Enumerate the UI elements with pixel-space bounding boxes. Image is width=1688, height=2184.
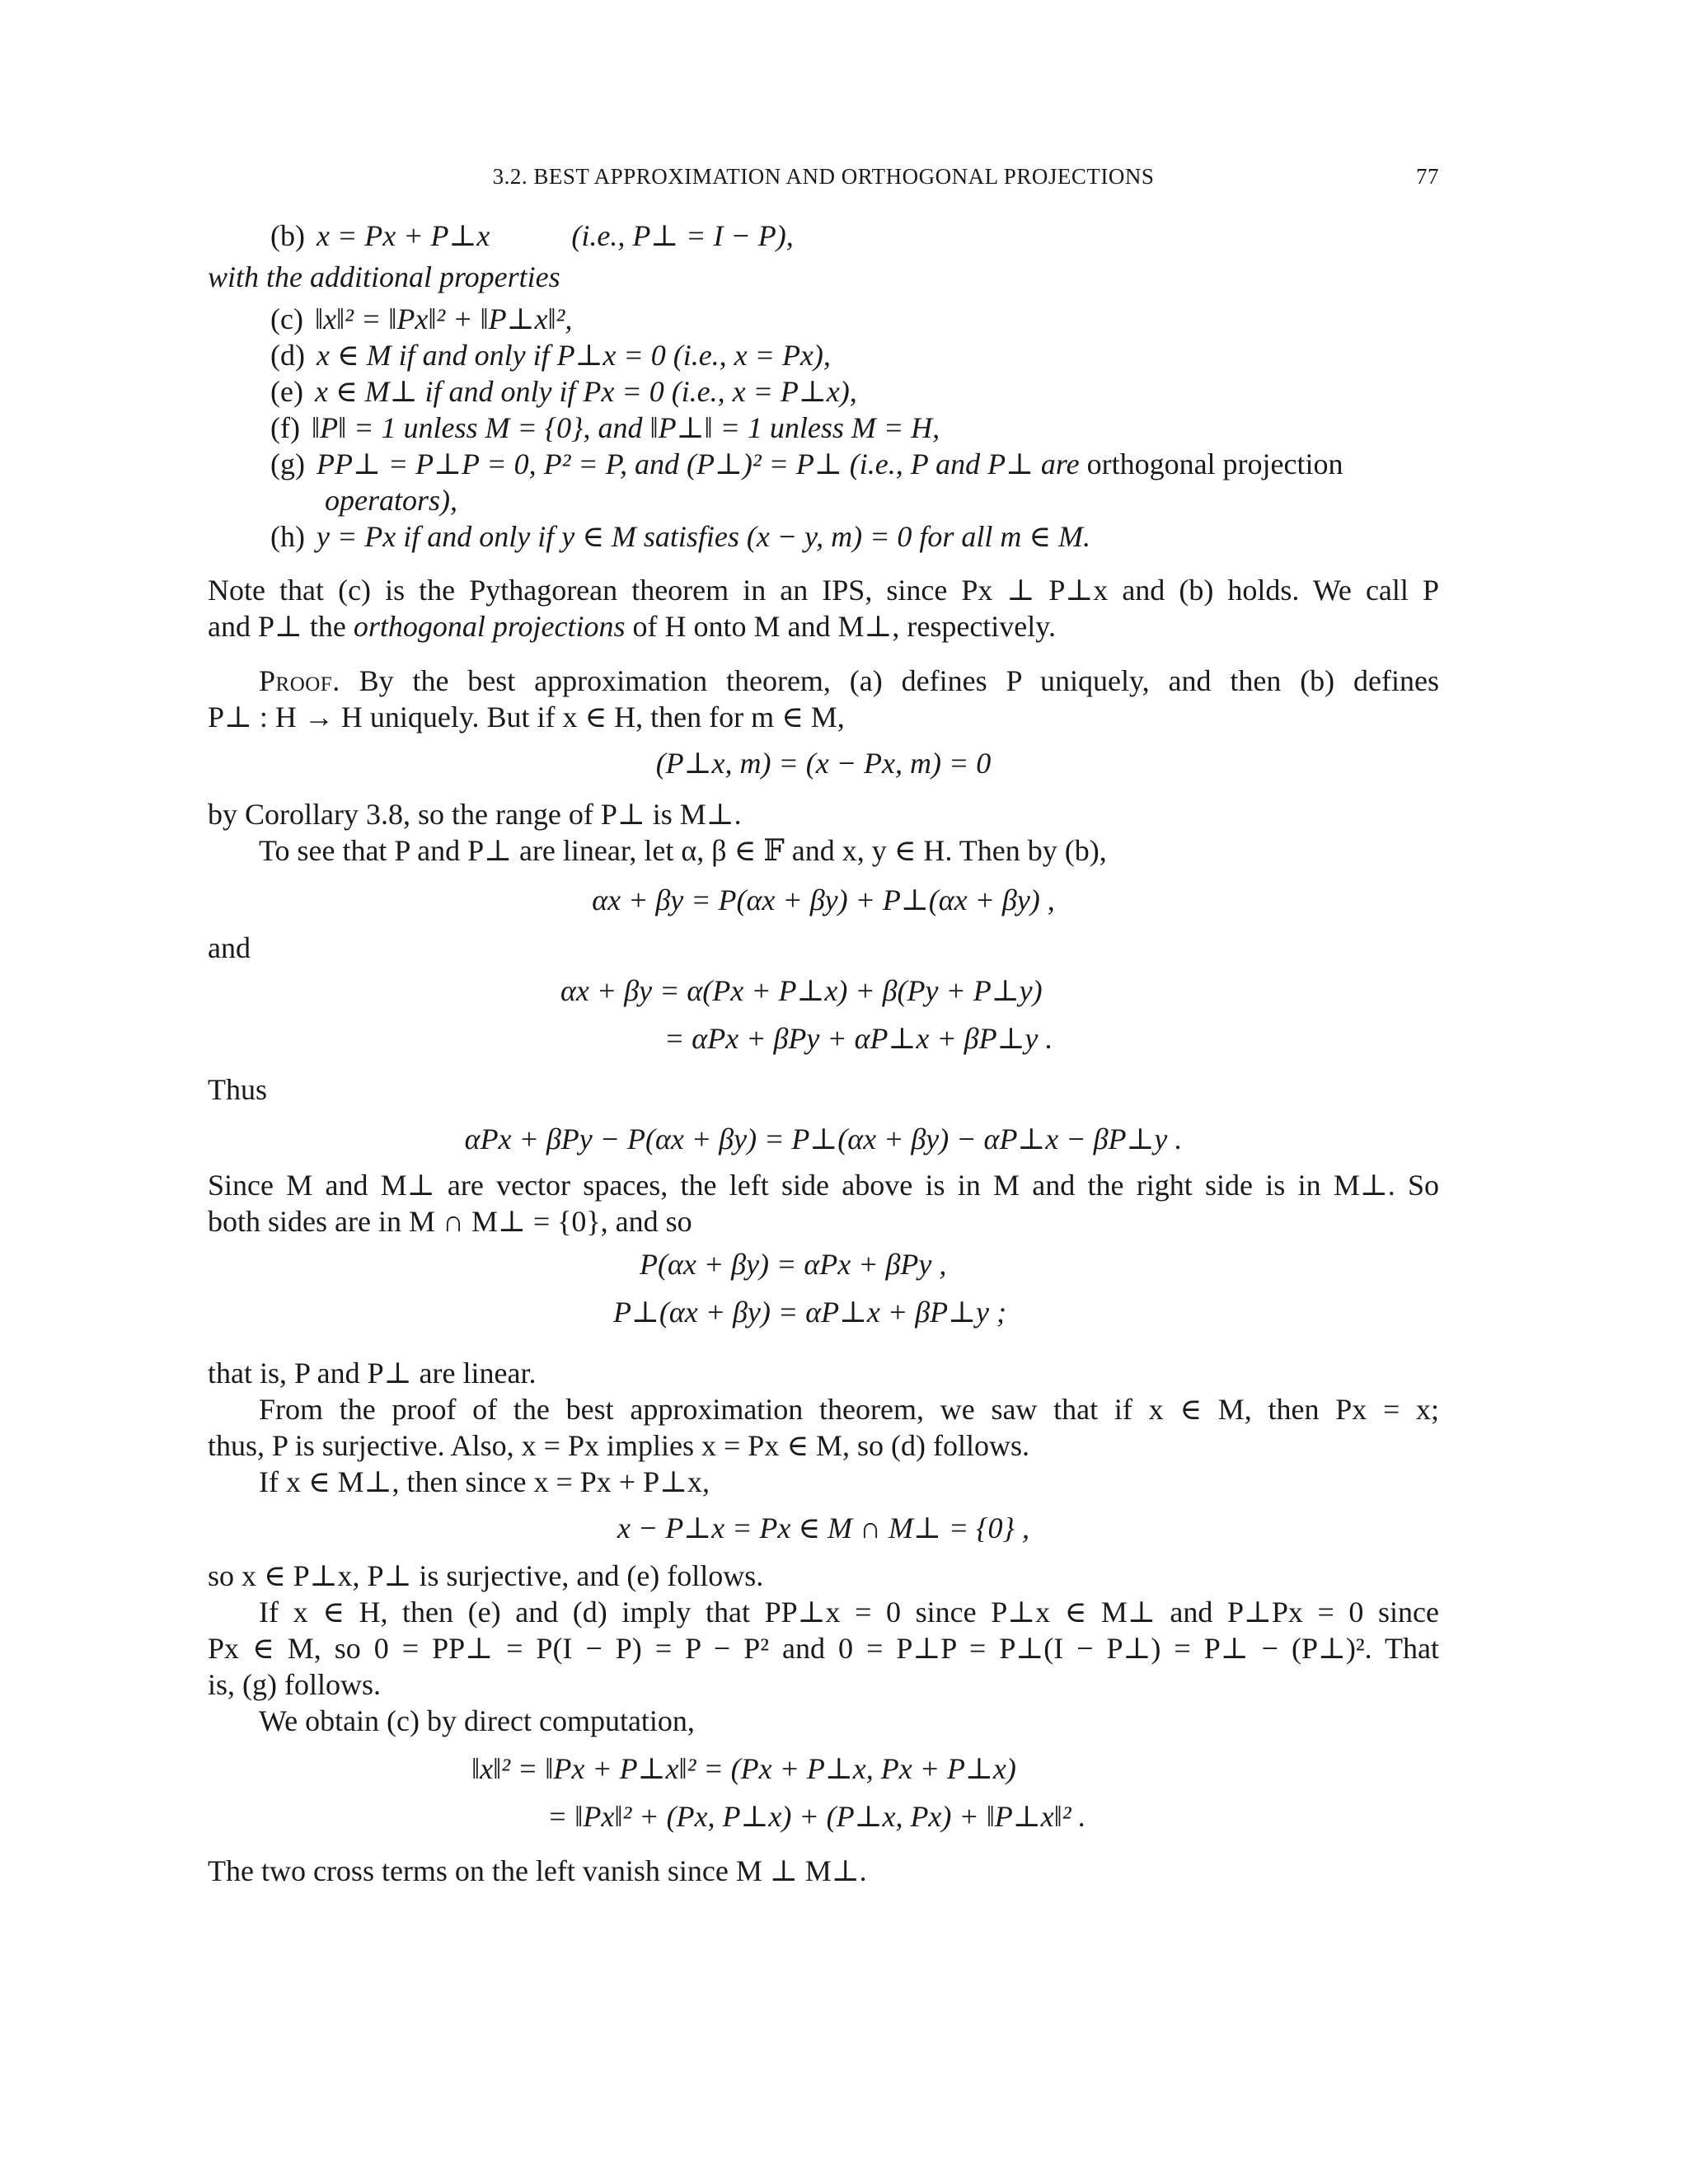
equation-7a: ‖x‖² = ‖Px + P⊥x‖² = (Px + P⊥x, Px + P⊥x) xyxy=(471,1752,1016,1785)
equation-5b: P⊥(αx + βy) = αP⊥x + βP⊥y ; xyxy=(613,1296,1006,1329)
proof-line-9: thus, P is surjective. Also, x = Px implies x = Px ∈ M, so (d) follows. xyxy=(208,1429,1029,1462)
equation-3b: = αPx + βPy + αP⊥x + βP⊥y . xyxy=(664,1022,1053,1055)
item-e: (e) x ∈ M⊥ if and only if Px = 0 (i.e., x = P⊥x), xyxy=(270,375,857,408)
thus-word: Thus xyxy=(208,1073,267,1106)
item-g-cont: operators), xyxy=(325,484,457,517)
proof-line-6: both sides are in M ∩ M⊥ = {0}, and so xyxy=(208,1205,692,1238)
and-word: and xyxy=(208,931,251,964)
proof-line-5: Since M and M⊥ are vector spaces, the left side above is in M and the right side is in M⊥. So xyxy=(208,1169,1439,1202)
item-b-formula: x = Px + P⊥x xyxy=(316,219,490,252)
proof-line-10: If x ∈ M⊥, then since x = Px + P⊥x, xyxy=(259,1465,710,1498)
item-g: (g) PP⊥ = P⊥P = 0, P² = P, and (P⊥)² = P⊥ (i.e., P and P⊥ are orthogonal projection xyxy=(270,448,1343,480)
additional-properties: with the additional properties xyxy=(208,260,560,293)
proof-line-8: From the proof of the best approximation theorem, we saw that if x ∈ M, then Px = x; xyxy=(259,1393,1439,1426)
equation-2: αx + βy = P(αx + βy) + P⊥(αx + βy) , xyxy=(592,883,1055,916)
proof-line-13: Px ∈ M, so 0 = PP⊥ = P(I − P) = P − P² and 0 = P⊥P = P⊥(I − P⊥) = P⊥ − (P⊥)². That xyxy=(208,1632,1439,1665)
proof-line-1: Proof. By the best approximation theorem, (a) defines P uniquely, and then (b) defines xyxy=(259,664,1439,697)
item-d: (d) x ∈ M if and only if P⊥x = 0 (i.e., x = Px), xyxy=(270,339,831,372)
proof-line-3: by Corollary 3.8, so the range of P⊥ is M⊥. xyxy=(208,798,742,831)
note-line-1: Note that (c) is the Pythagorean theorem in an IPS, since Px ⊥ P⊥x and (b) holds. We call P xyxy=(208,574,1439,607)
proof-line-15: We obtain (c) by direct computation, xyxy=(259,1704,695,1737)
item-h: (h) y = Px if and only if y ∈ M satisfies (x − y, m) = 0 for all m ∈ M. xyxy=(270,520,1091,553)
page-number: 77 xyxy=(1416,164,1439,189)
proof-line-7: that is, P and P⊥ are linear. xyxy=(208,1357,537,1390)
item-label: (b) xyxy=(270,219,305,252)
proof-line-14: is, (g) follows. xyxy=(208,1668,381,1701)
proof-line-4: To see that P and P⊥ are linear, let α, β ∈ 𝔽 and x, y ∈ H. Then by (b), xyxy=(259,834,1107,867)
proof-line-16: The two cross terms on the left vanish since M ⊥ M⊥. xyxy=(208,1854,867,1887)
note-line-2: and P⊥ the orthogonal projections of H onto M and M⊥, respectively. xyxy=(208,610,1056,643)
equation-5a: P(αx + βy) = αPx + βPy , xyxy=(640,1248,947,1281)
equation-1: (P⊥x, m) = (x − Px, m) = 0 xyxy=(655,747,992,780)
proof-line-2: P⊥ : H → H uniquely. But if x ∈ H, then for m ∈ M, xyxy=(208,701,845,733)
section-title: 3.2. BEST APPROXIMATION AND ORTHOGONAL PROJECTIONS xyxy=(492,164,1155,189)
item-c: (c) ‖x‖² = ‖Px‖² + ‖P⊥x‖², xyxy=(270,302,573,335)
item-f: (f) ‖P‖ = 1 unless M = {0}, and ‖P⊥‖ = 1 unless M = H, xyxy=(270,411,940,444)
equation-6: x − P⊥x = Px ∈ M ∩ M⊥ = {0} , xyxy=(617,1511,1029,1544)
proof-label: Proof. xyxy=(259,664,340,697)
item-b xyxy=(270,218,794,254)
running-header xyxy=(208,158,1439,191)
item-b-note: (i.e., P⊥ = I − P), xyxy=(571,219,794,252)
equation-3a: αx + βy = α(Px + P⊥x) + β(Py + P⊥y) xyxy=(560,974,1043,1007)
equation-7b: = ‖Px‖² + (Px, P⊥x) + (P⊥x, Px) + ‖P⊥x‖² . xyxy=(547,1800,1086,1833)
equation-4: αPx + βPy − P(αx + βy) = P⊥(αx + βy) − αP⊥x − βP⊥y . xyxy=(464,1122,1183,1155)
proof-line-11: so x ∈ P⊥x, P⊥ is surjective, and (e) follows. xyxy=(208,1559,764,1592)
proof-line-12: If x ∈ H, then (e) and (d) imply that PP⊥x = 0 since P⊥x ∈ M⊥ and P⊥Px = 0 since xyxy=(259,1596,1439,1629)
